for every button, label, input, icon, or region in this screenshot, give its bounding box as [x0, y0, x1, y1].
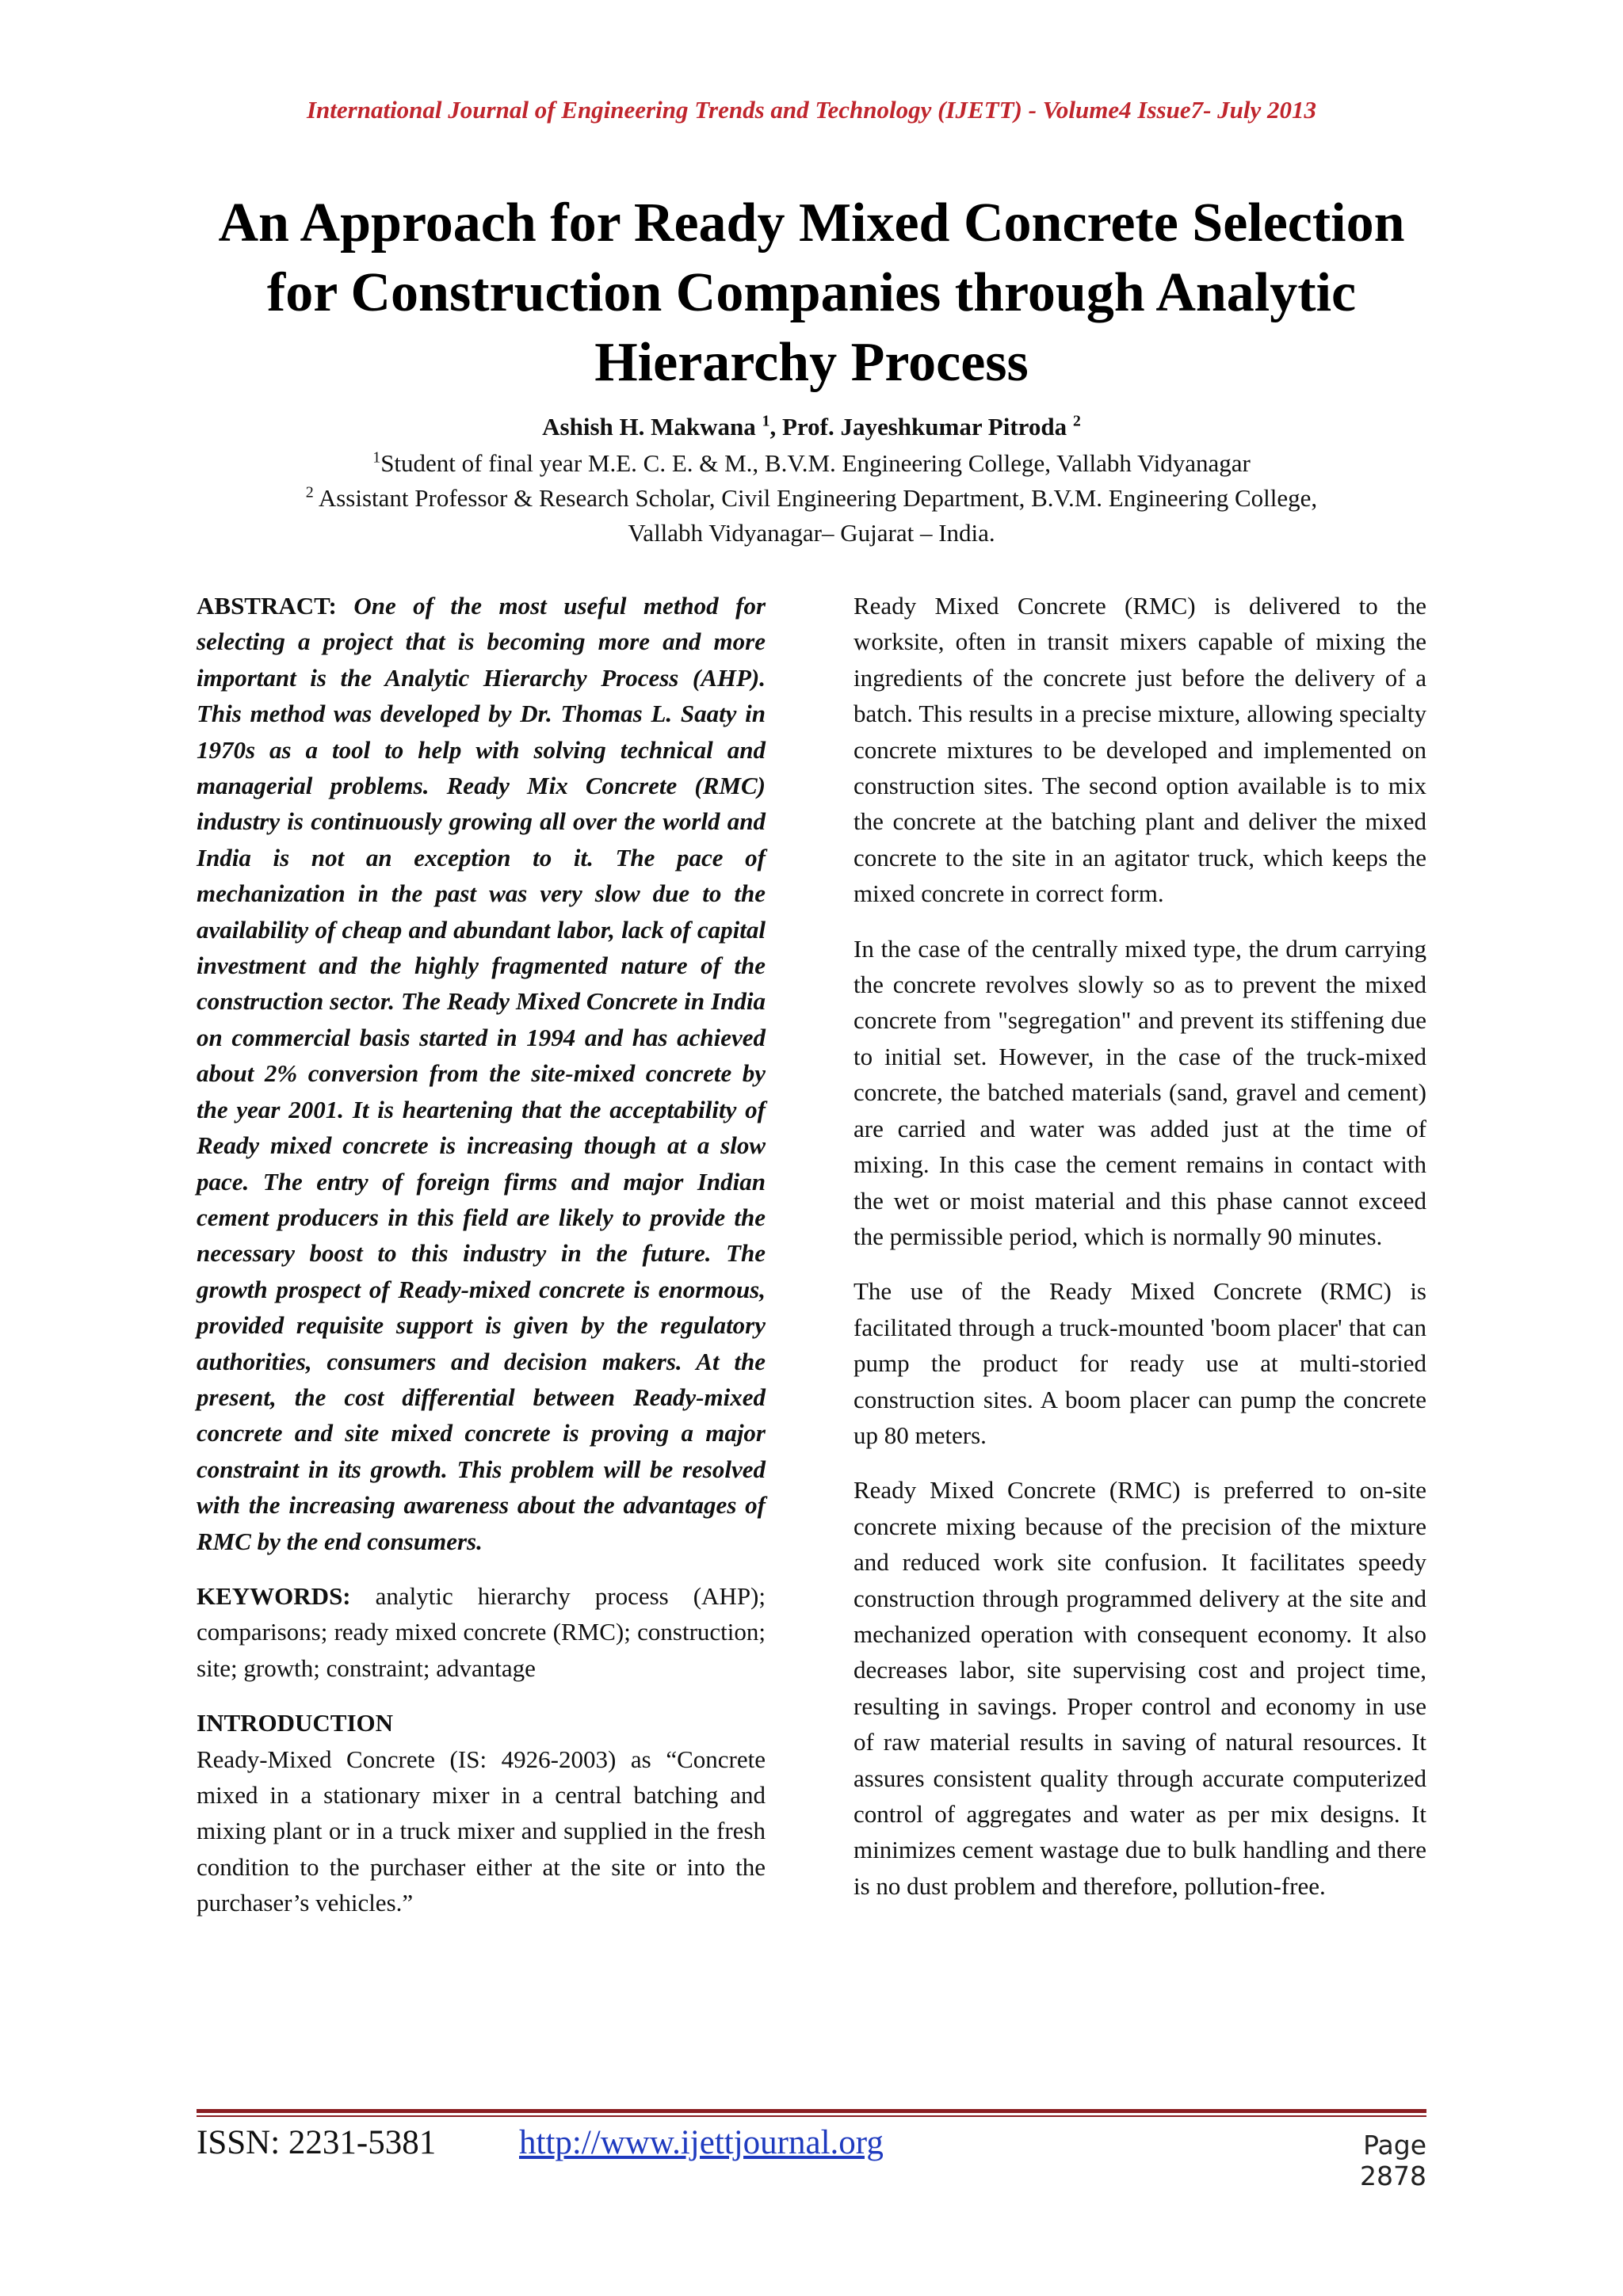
- title-line-2: for Construction Companies through Analytic: [266, 262, 1357, 323]
- right-column: [854, 588, 1426, 1923]
- title-line-1: An Approach for Ready Mixed Concrete Selection: [218, 193, 1405, 254]
- abstract-label: ABSTRACT:: [197, 592, 337, 620]
- paragraph-boom-placer: The use of the Ready Mixed Concrete (RMC) is facilitated through a truck-mounted 'boom placer' that can pump the product for ready use at multi-storied construction sites. A boom placer can pump the concrete up 80 meters.: [854, 1277, 1426, 1449]
- keywords-text: analytic hierarchy process (AHP); comparisons; ready mixed concrete (RMC); construction; site; growth; constraint; advantage: [197, 1581, 766, 1682]
- introduction-heading: INTRODUCTION: [197, 1709, 394, 1737]
- title-line-3: Hierarchy Process: [594, 332, 1029, 393]
- footer-page-number: Page 2878: [1360, 2130, 1426, 2191]
- affiliation-2-marker: 2: [305, 483, 314, 502]
- abstract: [197, 588, 766, 1559]
- affiliation-1-text: Student of final year M.E. C. E. & M., B.V.M. Engineering College, Vallabh Vidyanagar: [380, 449, 1251, 477]
- author-1-marker: 1: [762, 412, 770, 430]
- footer-divider-thin: [197, 2115, 1426, 2117]
- author-list: [0, 413, 1623, 441]
- affiliation-1-marker: 1: [372, 448, 381, 467]
- affiliation-1: [158, 446, 1465, 481]
- author-1: Ashish H. Makwana: [542, 413, 756, 441]
- paper-title: [158, 189, 1465, 398]
- author-separator: ,: [769, 413, 782, 441]
- abstract-text: One of the most useful method for selecting a project that is becoming more and more important is the Analytic Hierarchy Process (AHP). This method was developed by Dr. Thomas L. Saaty in 1970s as a tool to help with solving technical and managerial problems. Ready Mix Concrete (RMC) industry is continuously growing all over the world and India is not an exception to it. The pace of mechanization in the past was very slow due to the availability of cheap and abundant labor, lack of capital investment and the highly fragmented nature of the construction sector. The Ready Mixed Concrete in India on commercial basis started in 1994 and has achieved about 2% conversion from the site-mixed concrete by the year 2001. It is heartening that the acceptability of Ready mixed concrete is increasing though at a slow pace. The entry of foreign firms and major Indian cement producers in this field are likely to provide the necessary boost to this industry in the future. The growth prospect of Ready-mixed concrete is enormous, provided requisite support is given by the regulatory authorities, consumers and decision makers. At the present, the cost differential between Ready-mixed concrete and site mixed concrete is proving a major constraint in its growth. This problem will be resolved with the increasing awareness about the advantages of RMC by the end consumers.: [197, 592, 766, 1555]
- paragraph-rmc-delivery: Ready Mixed Concrete (RMC) is delivered to the worksite, often in transit mixers capable of mixing the ingredients of the concrete just before the delivery of a batch. This results in a precise mixture, allowing specialty concrete mixtures to be developed and implemented on construction sites. The second option available is to mix the concrete at the batching plant and deliver the mixed concrete to the site in an agitator truck, which keeps the mixed concrete in correct form.: [854, 592, 1426, 908]
- paragraph-rmc-advantages: Ready Mixed Concrete (RMC) is preferred to on-site concrete mixing because of the precision of the mixture and reduced work site confusion. It facilitates speedy construction through programmed delivery at the site and mechanized operation with consequent economy. It also decreases labor, site supervising cost and project time, resulting in savings. Proper control and economy in use of raw material results in saving of natural resources. It assures consistent quality through accurate computerized control of aggregates and water as per mix designs. It minimizes cement wastage due to bulk handling and there is no dust problem and therefore, pollution-free.: [854, 1476, 1426, 1900]
- affiliation-2-line-2: Vallabh Vidyanagar– Gujarat – India.: [628, 519, 995, 547]
- keywords-label: KEYWORDS:: [197, 1581, 351, 1610]
- affiliation-2-line-1: Assistant Professor & Research Scholar, Civil Engineering Department, B.V.M. Engineering College,: [313, 484, 1318, 512]
- author-2-marker: 2: [1072, 412, 1081, 430]
- affiliation-2: [158, 481, 1465, 551]
- introduction: [197, 1705, 766, 1920]
- introduction-text: Ready-Mixed Concrete (IS: 4926-2003) as “Concrete mixed in a stationary mixer in a central batching and mixing plant or in a truck mixer and supplied in the fresh condition to the purchaser either at the site or into the purchaser’s vehicles.”: [197, 1745, 766, 1917]
- keywords: [197, 1578, 766, 1686]
- author-2: Prof. Jayeshkumar Pitroda: [782, 413, 1067, 441]
- footer-journal-link[interactable]: http://www.ijettjournal.org: [519, 2124, 884, 2161]
- footer-divider-thick: [197, 2109, 1426, 2113]
- journal-header: International Journal of Engineering Trends and Technology (IJETT) - Volume4 Issue7- July 2013: [306, 96, 1317, 124]
- left-column: [197, 588, 766, 1940]
- paragraph-centrally-mixed: In the case of the centrally mixed type, the drum carrying the concrete revolves slowly so as to prevent the mixed concrete from "segregation" and prevent its stiffening due to initial set. However, in the case of the truck-mixed concrete, the batched materials (sand, gravel and cement) are carried and water was added just at the time of mixing. In this case the cement remains in contact with the wet or moist material and this phase cannot exceed the permissible period, which is normally 90 minutes.: [854, 934, 1426, 1250]
- footer-issn: ISSN: 2231-5381: [197, 2124, 437, 2161]
